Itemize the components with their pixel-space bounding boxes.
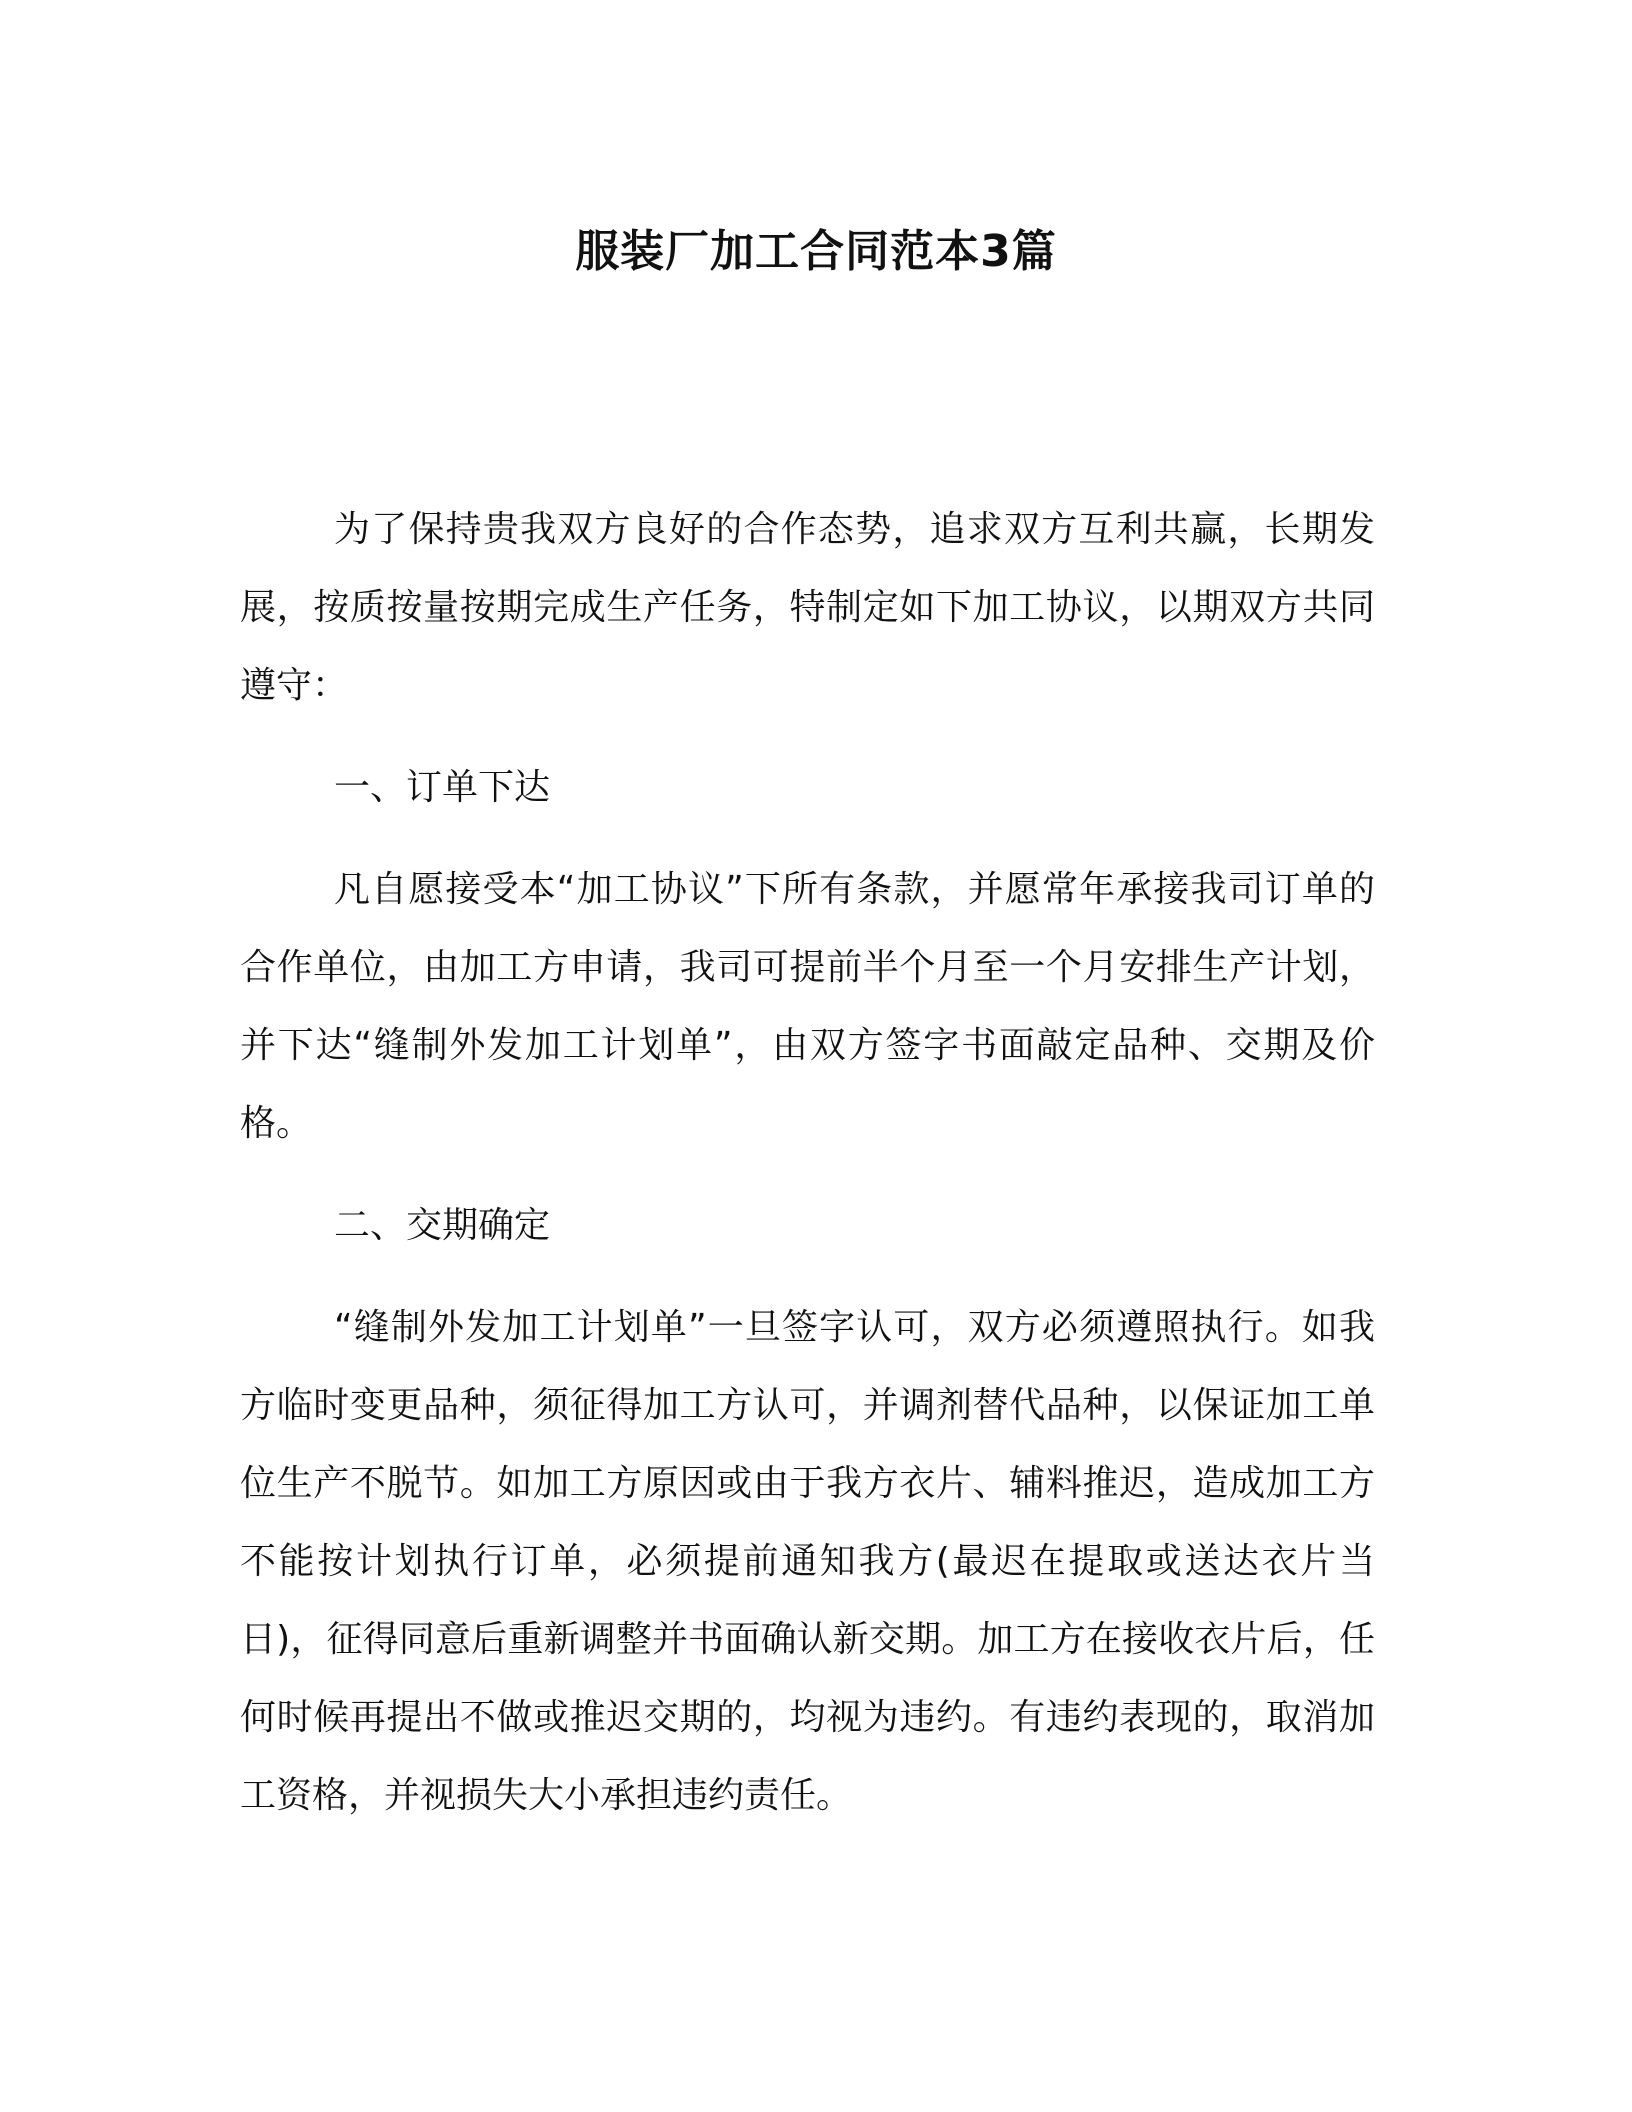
document-title: 服装厂加工合同范本3篇	[575, 226, 1057, 277]
document-body	[240, 491, 1375, 1835]
section-body-delivery: “缝制外发加工计划单”一旦签字认可，双方必须遵照执行。如我方临时变更品种，须征得加工方认可，并调剂替代品种，以保证加工单位生产不脱节。如加工方原因或由于我方衣片、辅料推迟，造成加工方不能按计划执行订单，必须提前通知我方(最迟在提取或送达衣片当日)，征得同意后重新调整并书面确认新交期。加工方在接收衣片后，任何时候再提出不做或推迟交期的，均视为违约。有违约表现的，取消加工资格，并视损失大小承担违约责任。	[240, 1307, 1375, 1816]
spacer	[240, 1163, 1375, 1187]
intro-paragraph: 为了保持贵我双方良好的合作态势，追求双方互利共赢，长期发展，按质按量按期完成生产任务，特制定如下加工协议，以期双方共同遵守：	[240, 509, 1375, 706]
section-heading-order: 一、订单下达	[334, 767, 551, 808]
spacer	[240, 725, 1375, 749]
spacer	[240, 1265, 1375, 1289]
section-body-order: 凡自愿接受本“加工协议”下所有条款，并愿常年承接我司订单的合作单位，由加工方申请，我司可提前半个月至一个月安排生产计划，并下达“缝制外发加工计划单”，由双方签字书面敲定品种、交期及价格。	[240, 869, 1375, 1144]
spacer	[240, 827, 1375, 851]
section-heading-delivery: 二、交期确定	[334, 1205, 551, 1246]
